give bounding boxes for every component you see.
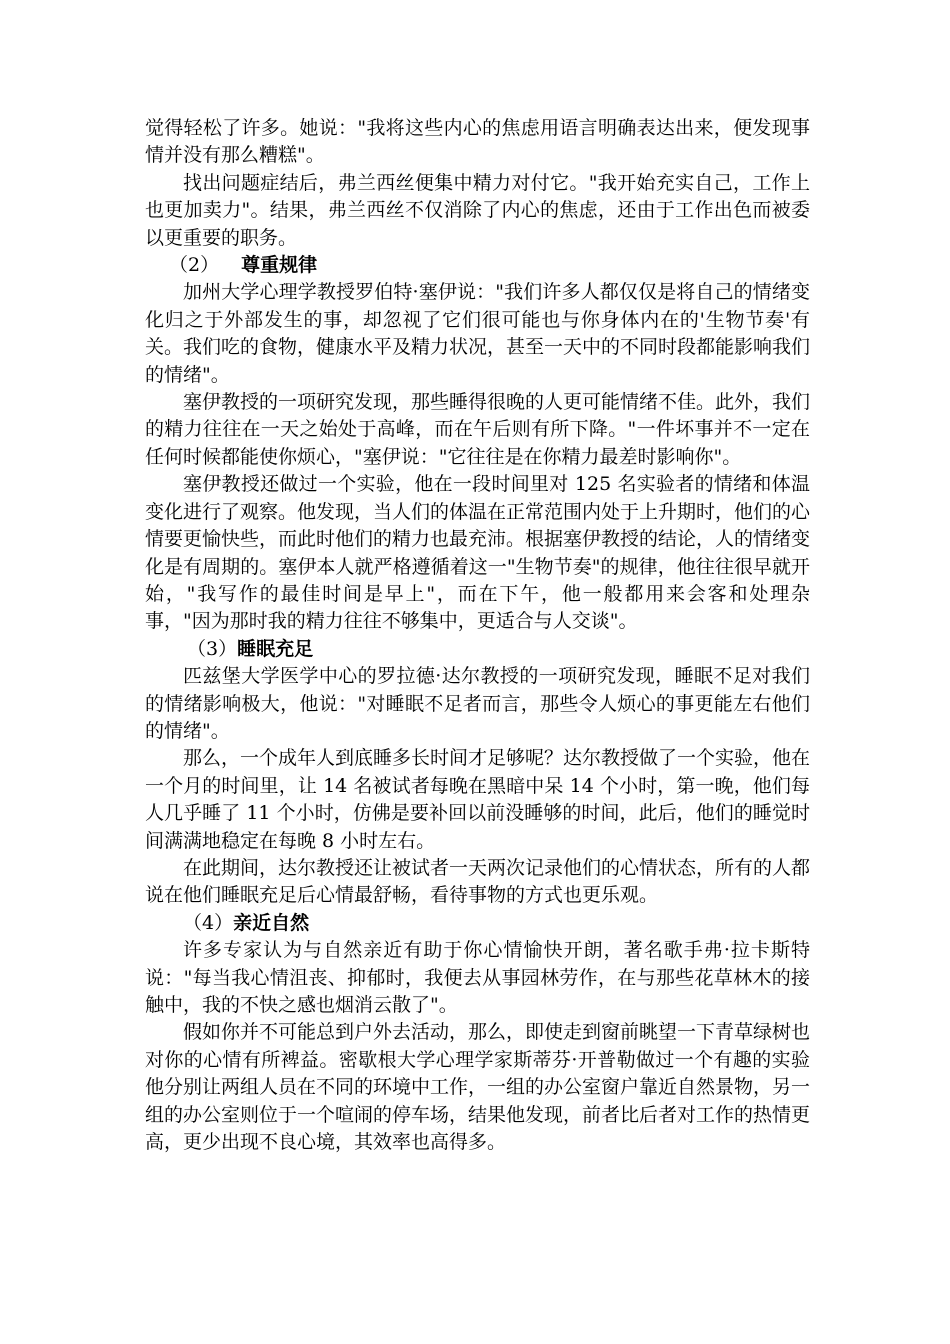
paragraph-thayer-research: 塞伊教授的一项研究发现，那些睡得很晚的人更可能情绪不佳。此外，我们的精力往往在一天之始处于高峰，而在午后则有所下降。"一件坏事并不一定在任何时候都能使你烦心，"塞伊说："它往往是在你精力最差时影响你"。 xyxy=(145,391,811,468)
section-title: 亲近自然 xyxy=(233,911,310,934)
paragraph-continuation: 觉得轻松了许多。她说："我将这些内心的焦虑用语言明确表达出来，便发现事情并没有那么糟糕"。 xyxy=(145,117,810,167)
section-number: （4） xyxy=(183,911,234,934)
section-heading-2 xyxy=(145,252,810,279)
paragraph-dahl-result: 在此期间，达尔教授还让被试者一天两次记录他们的心情状态，所有的人都说在他们睡眠充足后心情最舒畅，看待事物的方式也更乐观。 xyxy=(145,856,811,907)
paragraph-dahl-research: 匹兹堡大学医学中心的罗拉德·达尔教授的一项研究发现，睡眠不足对我们的情绪影响极大，他说："对睡眠不足者而言，那些令人烦心的事更能左右他们的情绪"。 xyxy=(145,665,810,742)
section-heading-3 xyxy=(145,636,810,663)
section-title: 尊重规律 xyxy=(241,254,318,277)
paragraph-dahl-experiment: 那么，一个成年人到底睡多长时间才足够呢？达尔教授做了一个实验，他在一个月的时间里，让 14 名被试者每晚在黑暗中呆 14 个小时，第一晚，他们每人几乎睡了 11 个小时，仿佛是要补回以前没睡够的时间，此后，他们的睡觉时间满满地稳定在每晚 8 小时左右。 xyxy=(145,747,811,852)
section-heading-4 xyxy=(145,910,810,937)
section-number: （2） xyxy=(169,254,220,277)
paragraph-nature-experiment: 假如你并不可能总到户外去活动，那么，即使走到窗前眺望一下青草绿树也对你的心情有所裨益。密歇根大学心理学家斯蒂芬·开普勒做过一个有趣的实验他分别让两组人员在不同的环境中工作，一组的办公室窗户靠近自然景物，另一组的办公室则位于一个喧闹的停车场，结果他发现，前者比后者对工作的热情更高，更少出现不良心境，其效率也高得多。 xyxy=(145,1021,811,1154)
paragraph-thayer-quote: 加州大学心理学教授罗伯特·塞伊说："我们许多人都仅仅是将自己的情绪变化归之于外部发生的事，却忽视了它们很可能也与你身体内在的'生物节奏'有关。我们吃的食物，健康水平及精力状况，甚至一天中的不同时段都能影响我们的情绪"。 xyxy=(145,281,811,386)
paragraph-nature-quote: 许多专家认为与自然亲近有助于你心情愉快开朗，著名歌手弗·拉卡斯特说："每当我心情沮丧、抑郁时，我便去从事园林劳作，在与那些花草林木的接触中，我的不快之感也烟消云散了"。 xyxy=(145,939,810,1016)
paragraph-francis: 找出问题症结后，弗兰西丝便集中精力对付它。"我开始充实自己，工作上也更加卖力"。结果，弗兰西丝不仅消除了内心的焦虑，还由于工作出色而被委以更重要的职务。 xyxy=(145,171,810,249)
document-body xyxy=(145,115,810,1156)
section-number: （3） xyxy=(187,637,238,660)
section-title: 睡眠充足 xyxy=(237,637,314,660)
paragraph-thayer-experiment: 塞伊教授还做过一个实验，他在一段时间里对 125 名实验者的情绪和体温变化进行了观察。他发现，当人们的体温在正常范围内处于上升期时，他们的心情要更愉快些，而此时他们的精力也最充沛。根据塞伊教授的结论，人的情绪变化是有周期的。塞伊本人就严格遵循着这一"生物节奏"的规律，他往往很早就开始，"我写作的最佳时间是早上"，而在下午，他一般都用来会客和处理杂事，"因为那时我的精力往往不够集中，更适合与人交谈"。 xyxy=(145,473,811,633)
